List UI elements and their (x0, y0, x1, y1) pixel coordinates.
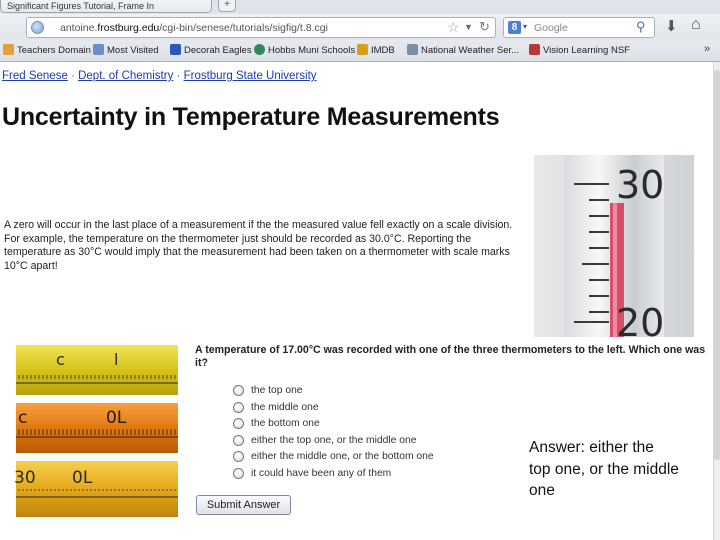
bookmark-label: IMDB (371, 45, 395, 56)
search-bar[interactable] (503, 17, 655, 38)
bookmark-label: Teachers Domain (17, 45, 91, 56)
tab-title: Significant Figures Tutorial, Frame In (7, 1, 155, 11)
tab-strip (0, 0, 720, 14)
search-engine-icon[interactable]: 8 (508, 21, 521, 34)
bookmark-icon (529, 44, 540, 55)
bookmark-teachers-domain[interactable] (3, 44, 91, 56)
quiz-question: A temperature of 17.00°C was recorded with one of the three thermometers to the left. Which one was it? (195, 344, 706, 369)
answer-note: Answer: either the top one, or the middle one (529, 439, 679, 499)
radio-button[interactable] (233, 402, 244, 413)
thermometer-label-30: 30 (616, 163, 665, 207)
option-label[interactable]: it could have been any of them (251, 467, 392, 479)
thermometer-closeup-image (534, 155, 694, 337)
middle-thermometer-label-5: ⅽ (18, 408, 28, 428)
bookmark-most-visited[interactable] (93, 44, 159, 56)
bookmark-icon (3, 44, 14, 55)
explanation-paragraph: A zero will occur in the last place of a measurement if the the measured value fell exactly on a scale division. For example, the temperature on the thermometer just should be recorded as 30.0°C. Reporting the temperature as 30°C would imply that the measurement had been taken on a thermometer with scale marks 10°C apart! (4, 219, 513, 272)
breadcrumb (2, 70, 317, 82)
option-label[interactable]: either the middle one, or the bottom one (251, 451, 434, 462)
url-prefix: antoine. (60, 22, 98, 34)
url-path: /cgi-bin/senese/tutorials/sigfig/t.8.cgi (159, 22, 328, 34)
submit-answer-button[interactable]: Submit Answer (196, 495, 291, 515)
middle-thermometer-label-10: 0Ⅼ (106, 408, 127, 428)
plus-icon: + (224, 0, 230, 10)
engine-dropdown-icon[interactable]: ▾ (523, 22, 528, 31)
bookmark-star-icon[interactable]: ☆ (447, 19, 460, 35)
option-label[interactable]: either the top one, or the middle one (251, 434, 417, 446)
option-label[interactable]: the top one (251, 385, 303, 396)
home-icon[interactable]: ⌂ (691, 16, 701, 33)
top-thermometer-label-5: ⅽ (56, 350, 65, 369)
bottom-thermometer-label-30: 30 (14, 468, 36, 488)
breadcrumb-separator: · (71, 70, 75, 82)
bookmark-label: Decorah Eagles (184, 45, 252, 56)
globe-icon (254, 44, 265, 55)
url-domain: frostburg.edu (97, 22, 160, 34)
radio-button[interactable] (233, 385, 244, 396)
bookmark-icon (407, 44, 418, 55)
bookmark-label: Hobbs Muni Schools (268, 45, 356, 56)
history-dropdown-icon[interactable]: ▼ (464, 22, 473, 32)
breadcrumb-separator: · (176, 70, 181, 82)
breadcrumb-link-department[interactable]: Dept. of Chemistry (78, 70, 174, 82)
bookmark-imdb[interactable] (357, 44, 395, 56)
bookmark-label: Most Visited (107, 45, 159, 56)
magnifier-icon[interactable]: ⚲ (636, 19, 646, 34)
browser-tab[interactable] (0, 0, 212, 13)
download-icon[interactable]: ⬇ (665, 18, 678, 35)
globe-icon (31, 21, 44, 34)
radio-button[interactable] (233, 435, 244, 446)
bookmark-label: National Weather Ser... (421, 45, 520, 56)
search-input[interactable]: Google (534, 22, 568, 34)
thermometer-label-20: 20 (616, 301, 665, 337)
reload-icon[interactable]: ↻ (479, 19, 490, 34)
address-bar[interactable] (26, 17, 496, 38)
imdb-icon (357, 44, 368, 55)
url-text[interactable] (60, 22, 328, 34)
bottom-thermometer-label-20: 0Ⅼ (72, 468, 93, 488)
radio-button[interactable] (233, 468, 244, 479)
folder-icon (93, 44, 104, 55)
top-thermometer-label-1: ⅼ (114, 350, 119, 369)
page-title: Uncertainty in Temperature Measurements (2, 103, 500, 131)
three-thermometers-image (14, 343, 180, 521)
breadcrumb-link-author[interactable]: Fred Senese (2, 70, 68, 82)
bookmark-icon (170, 44, 181, 55)
scrollbar-thumb[interactable] (714, 70, 720, 460)
chevron-right-icon[interactable]: » (704, 43, 711, 55)
bookmark-vision-learning[interactable] (529, 44, 630, 56)
bookmarks-toolbar (0, 40, 720, 62)
bookmark-decorah-eagles[interactable] (170, 44, 252, 56)
radio-button[interactable] (233, 418, 244, 429)
bookmark-national-weather[interactable] (407, 44, 519, 56)
option-label[interactable]: the middle one (251, 401, 319, 413)
breadcrumb-link-university[interactable]: Frostburg State University (183, 70, 317, 82)
new-tab-button[interactable] (218, 0, 236, 12)
bookmark-label: Vision Learning NSF (543, 45, 630, 56)
bookmark-hobbs-muni-schools[interactable] (254, 44, 355, 56)
radio-button[interactable] (233, 451, 244, 462)
navigation-bar (0, 14, 720, 40)
option-label[interactable]: the bottom one (251, 418, 320, 429)
